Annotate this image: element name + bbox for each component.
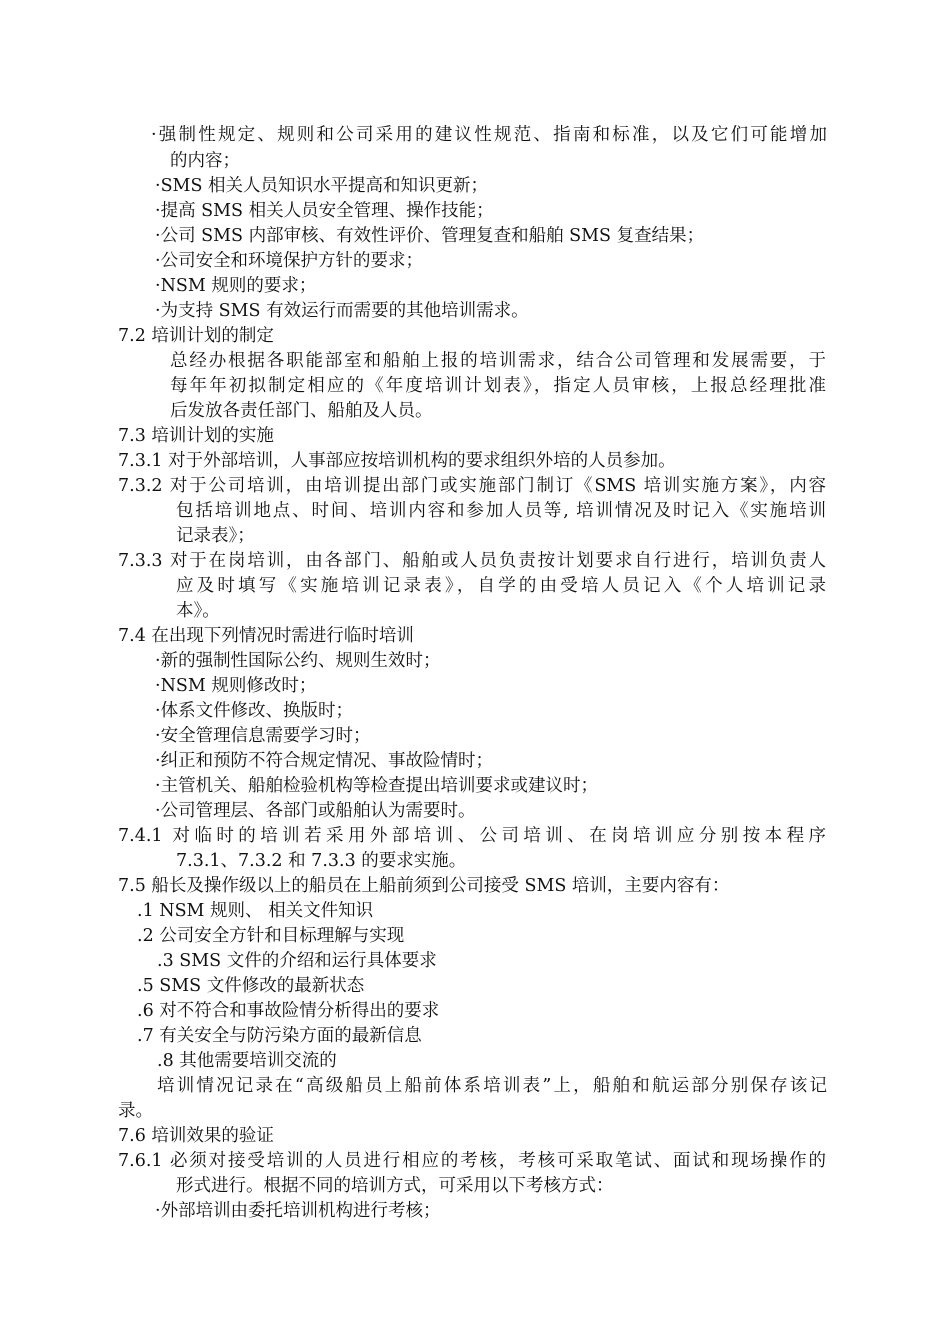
section-heading-7-2: 7.2 培训计划的制定	[118, 326, 274, 346]
bullet-line-document-revision: ·体系文件修改、换版时；	[155, 701, 354, 721]
clause-7-3-2-line-2: 包括培训地点、时间、培训内容和参加人员等, 培训情况及时记入《实施培训	[176, 501, 826, 521]
clause-7-3-2-line-3: 记录表》；	[176, 526, 255, 546]
bullet-line-safety-skills: ·提高 SMS 相关人员安全管理、操作技能；	[155, 201, 494, 221]
item-7-5-5: .5 SMS 文件修改的最新状态	[137, 976, 365, 996]
section-heading-7-3: 7.3 培训计划的实施	[118, 426, 274, 446]
item-7-5-8: .8 其他需要培训交流的	[157, 1051, 337, 1071]
clause-7-6-1-line-2: 形式进行。根据不同的培训方式，可采用以下考核方式：	[176, 1176, 614, 1196]
item-7-5-2: .2 公司安全方针和目标理解与实现	[137, 926, 405, 946]
clause-7-4-1-line-2: 7.3.1、7.3.2 和 7.3.3 的要求实施。	[176, 851, 467, 871]
section-heading-7-6: 7.6 培训效果的验证	[118, 1126, 274, 1146]
bullet-line-management-need: ·公司管理层、各部门或船舶认为需要时。	[155, 801, 476, 821]
bullet-line-safety-info: ·安全管理信息需要学习时；	[155, 726, 371, 746]
clause-7-3-1: 7.3.1 对于外部培训，人事部应按培训机构的要求组织外培的人员参加。	[118, 451, 676, 471]
bullet-line-policy-requirements: ·公司安全和环境保护方针的要求；	[155, 251, 424, 271]
bullet-line-corrective-action: ·纠正和预防不符合规定情况、事故险情时；	[155, 751, 494, 771]
bullet-line-other-needs: ·为支持 SMS 有效运行而需要的其他培训需求。	[155, 301, 529, 321]
bullet-line-knowledge-update: ·SMS 相关人员知识水平提高和知识更新；	[155, 176, 489, 196]
record-note-line-1: 培训情况记录在“高级船员上船前体系培训表”上，船舶和航运部分别保存该记	[157, 1076, 827, 1096]
bullet-line-external-assessment: ·外部培训由委托培训机构进行考核；	[155, 1201, 441, 1221]
paragraph-7-2-line-2: 每年年初拟制定相应的《年度培训计划表》，指定人员审核，上报总经理批准	[170, 376, 826, 396]
item-7-5-3: .3 SMS 文件的介绍和运行具体要求	[157, 951, 437, 971]
clause-7-3-3-line-3: 本》。	[176, 601, 220, 621]
paragraph-7-2-line-1: 总经办根据各职能部室和船舶上报的培训需求，结合公司管理和发展需要，于	[170, 351, 826, 371]
bullet-line-audit-results: ·公司 SMS 内部审核、有效性评价、管理复查和船舶 SMS 复查结果；	[155, 226, 705, 246]
record-note-line-2: 录。	[118, 1101, 153, 1121]
clause-7-3-3-line-2: 应及时填写《实施培训记录表》，自学的由受培人员记入《个人培训记录	[176, 576, 826, 596]
bullet-line-mandatory-rules: ·强制性规定、规则和公司采用的建议性规范、指南和标准，以及它们可能增加	[151, 125, 827, 145]
bullet-line-nsm-modified: ·NSM 规则修改时；	[155, 676, 317, 696]
clause-7-4-1-line-1: 7.4.1 对临时的培训若采用外部培训、公司培训、在岗培训应分别按本程序	[118, 826, 826, 846]
clause-7-3-2-line-1: 7.3.2 对于公司培训，由培训提出部门或实施部门制订《SMS 培训实施方案》，内容	[118, 476, 826, 496]
item-7-5-1: .1 NSM 规则、 相关文件知识	[137, 901, 374, 921]
bullet-line-new-conventions: ·新的强制性国际公约、规则生效时；	[155, 651, 441, 671]
bullet-line-authority-inspection: ·主管机关、船舶检验机构等检查提出培训要求或建议时；	[155, 776, 599, 796]
clause-7-6-1-line-1: 7.6.1 必须对接受培训的人员进行相应的考核，考核可采取笔试、面试和现场操作的	[118, 1151, 826, 1171]
clause-7-3-3-line-1: 7.3.3 对于在岗培训，由各部门、船舶或人员负责按计划要求自行进行，培训负责人	[118, 551, 826, 571]
section-heading-7-4: 7.4 在出现下列情况时需进行临时培训	[118, 626, 414, 646]
bullet-line-continuation: 的内容；	[170, 151, 240, 171]
paragraph-7-2-line-3: 后发放各责任部门、船舶及人员。	[170, 401, 433, 421]
bullet-line-nsm-requirements: ·NSM 规则的要求；	[155, 276, 317, 296]
section-heading-7-5: 7.5 船长及操作级以上的船员在上船前须到公司接受 SMS 培训，主要内容有：	[118, 876, 730, 896]
item-7-5-7: .7 有关安全与防污染方面的最新信息	[137, 1026, 422, 1046]
item-7-5-6: .6 对不符合和事故险情分析得出的要求	[137, 1001, 440, 1021]
